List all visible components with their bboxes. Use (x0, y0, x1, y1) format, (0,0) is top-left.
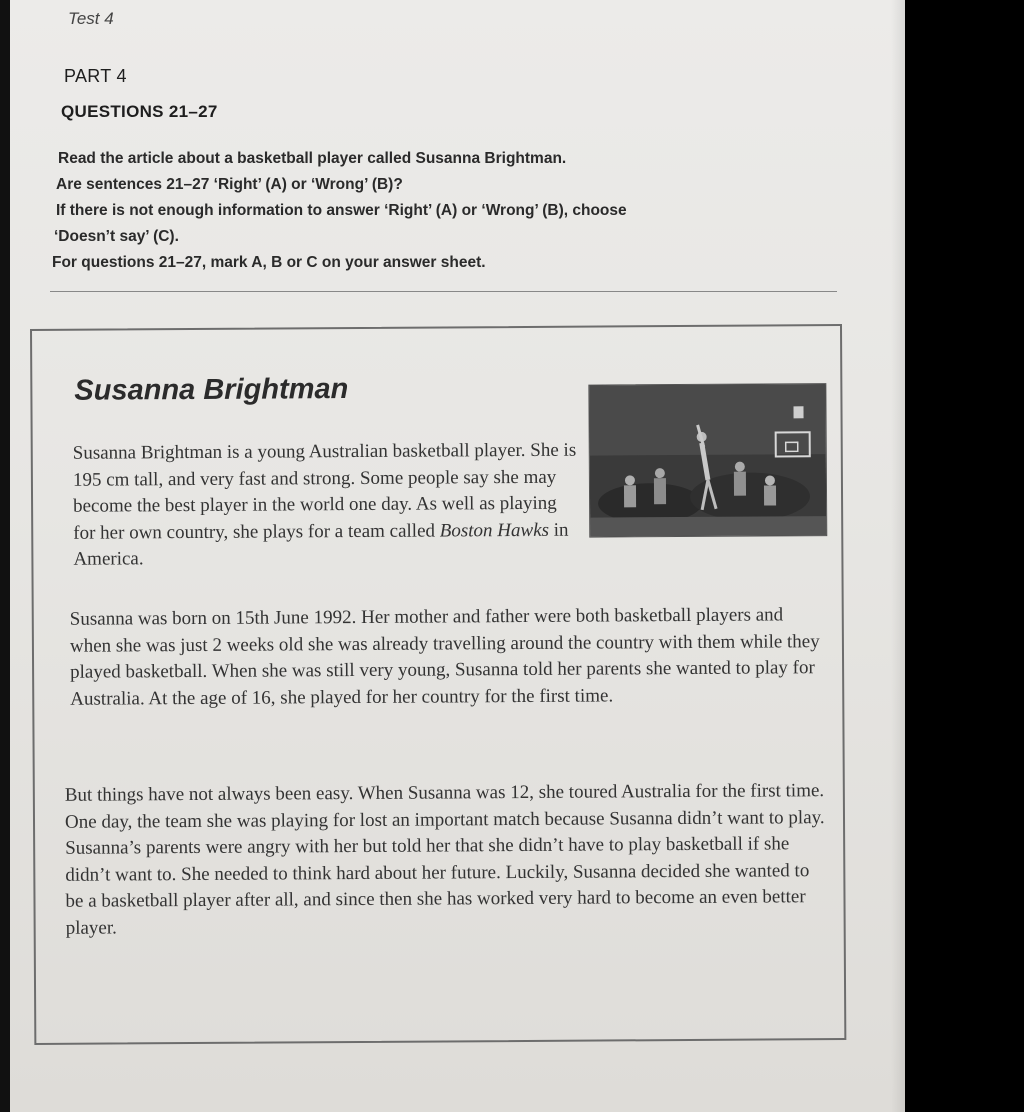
team-name: Boston Hawks (439, 519, 550, 542)
instruction-line: ‘Doesn’t say’ (C). (54, 228, 179, 245)
part-title: PART 4 (64, 66, 127, 86)
exam-page (10, 0, 905, 1112)
paragraph-text: in America. (73, 519, 569, 570)
instructions (52, 146, 772, 276)
article-title: Susanna Brightman (74, 373, 349, 407)
instruction-line: Read the article about a basketball player called Susanna Brightman. (58, 150, 567, 167)
paragraph-text: But things have not always been easy. When Susanna was 12, she toured Australia for the first time. One day, the team she was playing for lost an important match because Susanna didn’t want to play. Susanna’s parents were angry with her but told her that she didn’t have to play basketball if she didn’t want to. She needed to think hard about her future. Luckily, Susanna decided she wanted to be a basketball player after all, and since then she has worked very hard to become an even better player. (64, 780, 825, 939)
left-edge (0, 0, 10, 1112)
instruction-line: Are sentences 21–27 ‘Right’ (A) or ‘Wrong’ (B)? (56, 176, 403, 193)
page-shadow (891, 0, 905, 1112)
instruction-line: If there is not enough information to answer ‘Right’ (A) or ‘Wrong’ (B), choose (56, 202, 627, 219)
article-box (30, 324, 846, 1045)
instruction-line: For questions 21–27, mark A, B or C on your answer sheet. (52, 254, 486, 271)
basketball-photo (588, 383, 827, 537)
article-paragraph-1 (73, 438, 582, 574)
questions-title: QUESTIONS 21–27 (61, 102, 218, 121)
paragraph-text: Susanna Brightman is a young Australian basketball player. She is 195 cm tall, and very fast and strong. Some people say she may become the best player in the world one day. As well as playing for her own country, she plays for a team called (72, 439, 577, 544)
article-paragraph-2 (70, 602, 825, 713)
test-label: Test 4 (68, 9, 114, 28)
paragraph-text: Susanna was born on 15th June 1992. Her mother and father were both basketball players and when she was just 2 weeks old she was already travelling around the country with them while they played basketball. When she was still very young, Susanna told her parents she wanted to play for Australia. At the age of 16, she played for her country for the first time. (69, 604, 820, 710)
divider (50, 291, 837, 292)
article-paragraph-3 (65, 778, 832, 942)
